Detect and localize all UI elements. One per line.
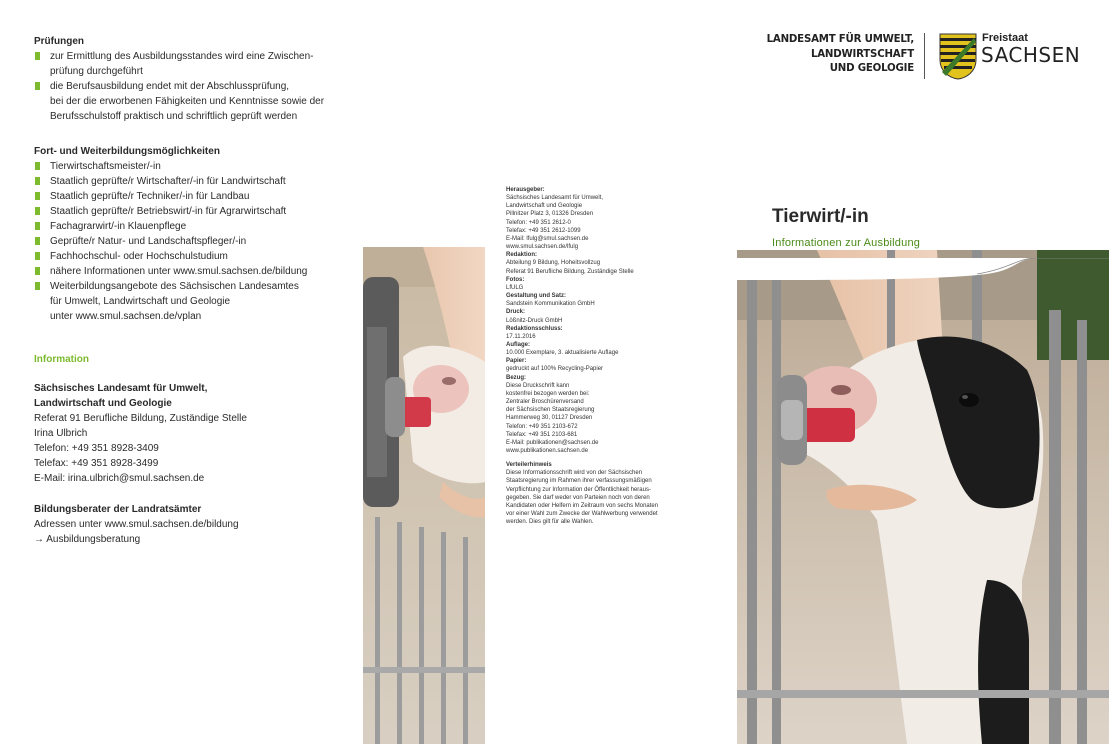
berater-link[interactable]: → Ausbildungsberatung: [34, 534, 141, 545]
list-item: die Berufsausbildung endet mit der Abschlussprüfung, bei der die erworbenen Fähigkeiten und Kenntnisse sowie der Berufsschulstoff praktisch und schriftlich geprüft werden: [34, 79, 354, 124]
imprint-line: kostenfrei bezogen werden bei:: [506, 390, 590, 397]
info-email[interactable]: E-Mail: irina.ulbrich@smul.sachsen.de: [34, 473, 205, 484]
verteiler-line: vor einer Wahl zum Zwecke der Wahlwerbung verwendet: [506, 511, 658, 518]
pruefungen-heading: Prüfungen: [34, 36, 84, 47]
list-item: zur Ermittlung des Ausbildungsstandes wird eine Zwischen- prüfung durchgeführt: [34, 49, 354, 79]
imprint-line: Abteilung 9 Bildung, Hoheitsvollzug: [506, 260, 601, 267]
sachsen-label: SACHSEN: [981, 43, 1081, 67]
imprint-line: Bezug:: [506, 374, 526, 381]
imprint-line: www.publikationen.sachsen.de: [506, 448, 589, 454]
imprint-line: Telefon: +49 351 2612-0: [506, 219, 571, 226]
imprint-line: E-Mail: lfulg@smul.sachsen.de: [506, 235, 589, 242]
sachsen-crest-icon: [938, 32, 978, 80]
imprint-line: Telefax: +49 351 2612-1099: [506, 227, 581, 234]
imprint-line: E-Mail: publikationen@sachsen.de: [506, 439, 599, 446]
berater-line[interactable]: Adressen unter www.smul.sachsen.de/bildung: [34, 519, 239, 530]
info-org-line1: Sächsisches Landesamt für Umwelt,: [34, 383, 208, 394]
imprint-line: Gestaltung und Satz:: [506, 293, 566, 300]
imprint-line: LfULG: [506, 284, 524, 291]
imprint-line: Herausgeber:: [506, 187, 545, 193]
list-item: Staatlich geprüfte/r Betriebswirt/-in für Agrarwirtschaft: [34, 204, 354, 219]
org-line1: LANDESAMT FÜR UMWELT,: [766, 34, 914, 45]
information-heading: Information: [34, 354, 89, 365]
info-phone: Telefon: +49 351 8928-3409: [34, 443, 159, 454]
list-item: Staatlich geprüfte/r Wirtschafter/-in für Landwirtschaft: [34, 174, 354, 189]
info-dept: Referat 91 Berufliche Bildung, Zuständige Stelle: [34, 413, 247, 424]
freistaat-label: Freistaat: [982, 32, 1028, 44]
page-subtitle: Informationen zur Ausbildung: [772, 237, 921, 249]
calf-photo-back-image: [363, 247, 485, 744]
fortbildung-heading: Fort- und Weiterbildungsmöglichkeiten: [34, 146, 220, 157]
header-divider: [924, 33, 925, 79]
imprint-line: Papier:: [506, 358, 527, 365]
verteiler-line: Verpflichtung zur Information der Öffentlichkeit heraus-: [506, 486, 651, 493]
list-item: Weiterbildungsangebote des Sächsischen Landesamtes für Umwelt, Landwirtschaft und Geologie unter www.smul.sachsen.de/vplan: [34, 279, 354, 324]
calf-photo-back: [363, 247, 485, 744]
verteiler-line: Staatsregierung im Rahmen ihrer verfassungsmäßigen: [506, 478, 652, 485]
imprint-line: www.smul.sachsen.de/lfulg: [506, 244, 579, 251]
imprint-line: 17.11.2016: [506, 333, 536, 340]
page-title: Tierwirt/-in: [772, 206, 869, 227]
list-item: Geprüfte/r Natur- und Landschaftspfleger/-in: [34, 234, 354, 249]
pruefungen-list: [34, 49, 354, 124]
imprint-line: Pillnitzer Platz 3, 01326 Dresden: [506, 211, 594, 218]
list-item: Fachhochschul- oder Hochschulstudium: [34, 249, 354, 264]
information-section: [34, 352, 354, 486]
imprint-line: Fotos:: [506, 276, 525, 283]
verteiler-line: gegeben. Sie darf weder von Parteien noch von deren: [506, 494, 650, 501]
imprint-line: Sächsisches Landesamt für Umwelt,: [506, 195, 604, 202]
verteiler-line: Kandidaten oder Helfern im Zeitraum von sechs Monaten: [506, 502, 659, 509]
info-fax: Telefax: +49 351 8928-3499: [34, 458, 159, 469]
fortbildung-list: [34, 159, 354, 324]
imprint-line: Sandstein Kommunikation GmbH: [506, 301, 595, 308]
org-line3: UND GEOLOGIE: [829, 63, 914, 74]
list-item[interactable]: nähere Informationen unter www.smul.sachsen.de/bildung: [34, 264, 354, 279]
imprint-line: Zentraler Broschürenversand: [506, 399, 584, 406]
imprint-line: Telefax: +49 351 2103-681: [506, 431, 578, 438]
imprint-line: Landwirtschaft und Geologie: [506, 203, 583, 210]
info-person: Irina Ulbrich: [34, 428, 88, 439]
cover-wave: [737, 258, 1109, 288]
fortbildung-section: [34, 144, 354, 324]
imprint-line: der Sächsischen Staatsregierung: [506, 407, 595, 414]
berater-heading: Bildungsberater der Landratsämter: [34, 504, 202, 515]
list-item: Tierwirtschaftsmeister/-in: [34, 159, 354, 174]
imprint-line: Diese Druckschrift kann: [506, 382, 570, 389]
pruefungen-section: [34, 34, 354, 124]
imprint-line: Redaktion:: [506, 252, 538, 259]
info-org-line2: Landwirtschaft und Geologie: [34, 398, 172, 409]
imprint-line: Druck:: [506, 309, 526, 316]
verteiler-line: Diese Informationsschrift wird von der Sächsischen: [506, 470, 643, 477]
berater-section: [34, 502, 354, 547]
imprint: [506, 186, 706, 526]
org-line2: LANDWIRTSCHAFT: [810, 48, 914, 60]
calf-photo-cover: [737, 250, 1109, 744]
left-panel: [34, 34, 354, 561]
imprint-line: gedruckt auf 100% Recycling-Papier: [506, 366, 604, 373]
org-name: [762, 33, 914, 77]
imprint-line: Redaktionsschluss:: [506, 325, 563, 332]
imprint-line: Hammerweg 30, 01127 Dresden: [506, 415, 593, 422]
verteiler-line: werden. Dies gilt für alle Wahlen.: [506, 519, 594, 526]
imprint-line: Referat 91 Berufliche Bildung, Zuständige Stelle: [506, 268, 634, 275]
imprint-line: Auflage:: [506, 341, 530, 348]
imprint-line: Lößnitz-Druck GmbH: [506, 317, 563, 324]
imprint-line: 10.000 Exemplare, 3. aktualisierte Auflage: [506, 350, 619, 357]
imprint-line: Telefon: +49 351 2103-672: [506, 423, 578, 430]
verteiler-heading: Verteilerhinweis: [506, 462, 552, 469]
list-item: Fachagrarwirt/-in Klauenpflege: [34, 219, 354, 234]
calf-photo-cover-image: [737, 250, 1109, 744]
list-item: Staatlich geprüfte/r Techniker/-in für Landbau: [34, 189, 354, 204]
